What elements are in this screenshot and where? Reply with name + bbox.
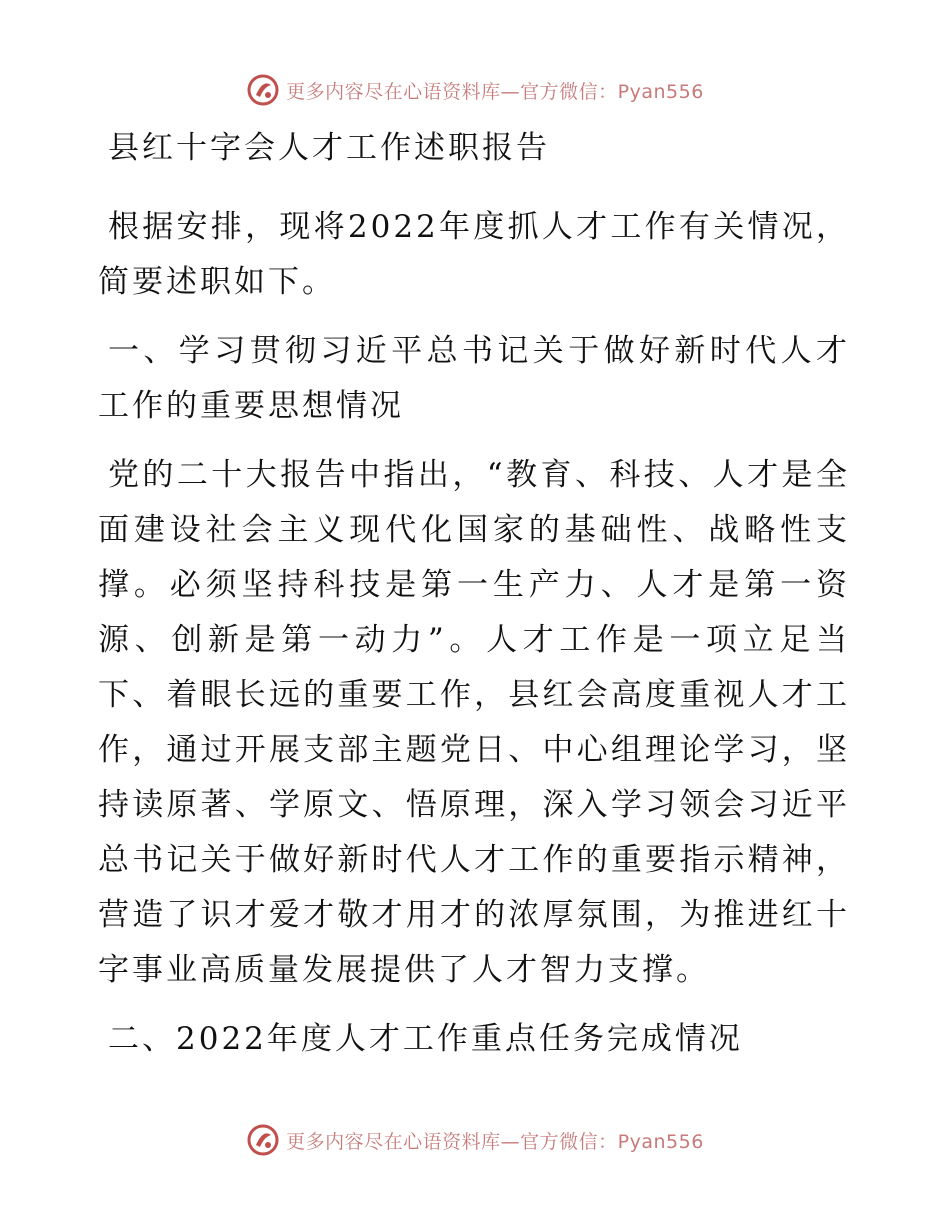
section-heading-1: 一、学习贯彻习近平总书记关于做好新时代人才工作的重要思想情况 bbox=[98, 333, 850, 424]
watermark-text: 更多内容尽在心语资料库—官方微信：Pyan556 bbox=[286, 80, 704, 103]
red-seal-logo-icon bbox=[246, 1123, 280, 1157]
watermark-text: 更多内容尽在心语资料库—官方微信：Pyan556 bbox=[286, 1130, 704, 1153]
watermark-header bbox=[0, 72, 950, 108]
red-seal-logo-icon bbox=[246, 73, 280, 107]
document-body bbox=[98, 124, 850, 1081]
paragraph-intro: 根据安排，现将2022年度抓人才工作有关情况，简要述职如下。 bbox=[98, 209, 850, 300]
paragraph-section-1: 党的二十大报告中指出，“教育、科技、人才是全面建设社会主义现代化国家的基础性、战略性支撑。必须坚持科技是第一生产力、人才是第一资源、创新是第一动力”。人才工作是一项立足当下、着眼长远的重要工作，县红会高度重视人才工作，通过开展支部主题党日、中心组理论学习，坚持读原著、学原文、悟原理，深入学习领会习近平总书记关于做好新时代人才工作的重要指示精神，营造了识才爱才敬才用才的浓厚氛围，为推进红十字事业高质量发展提供了人才智力支撑。 bbox=[98, 457, 850, 988]
document-title: 县红十字会人才工作述职报告 bbox=[108, 130, 550, 166]
section-heading-2: 二、2022年度人才工作重点任务完成情况 bbox=[108, 1021, 743, 1057]
watermark-footer bbox=[0, 1122, 950, 1158]
